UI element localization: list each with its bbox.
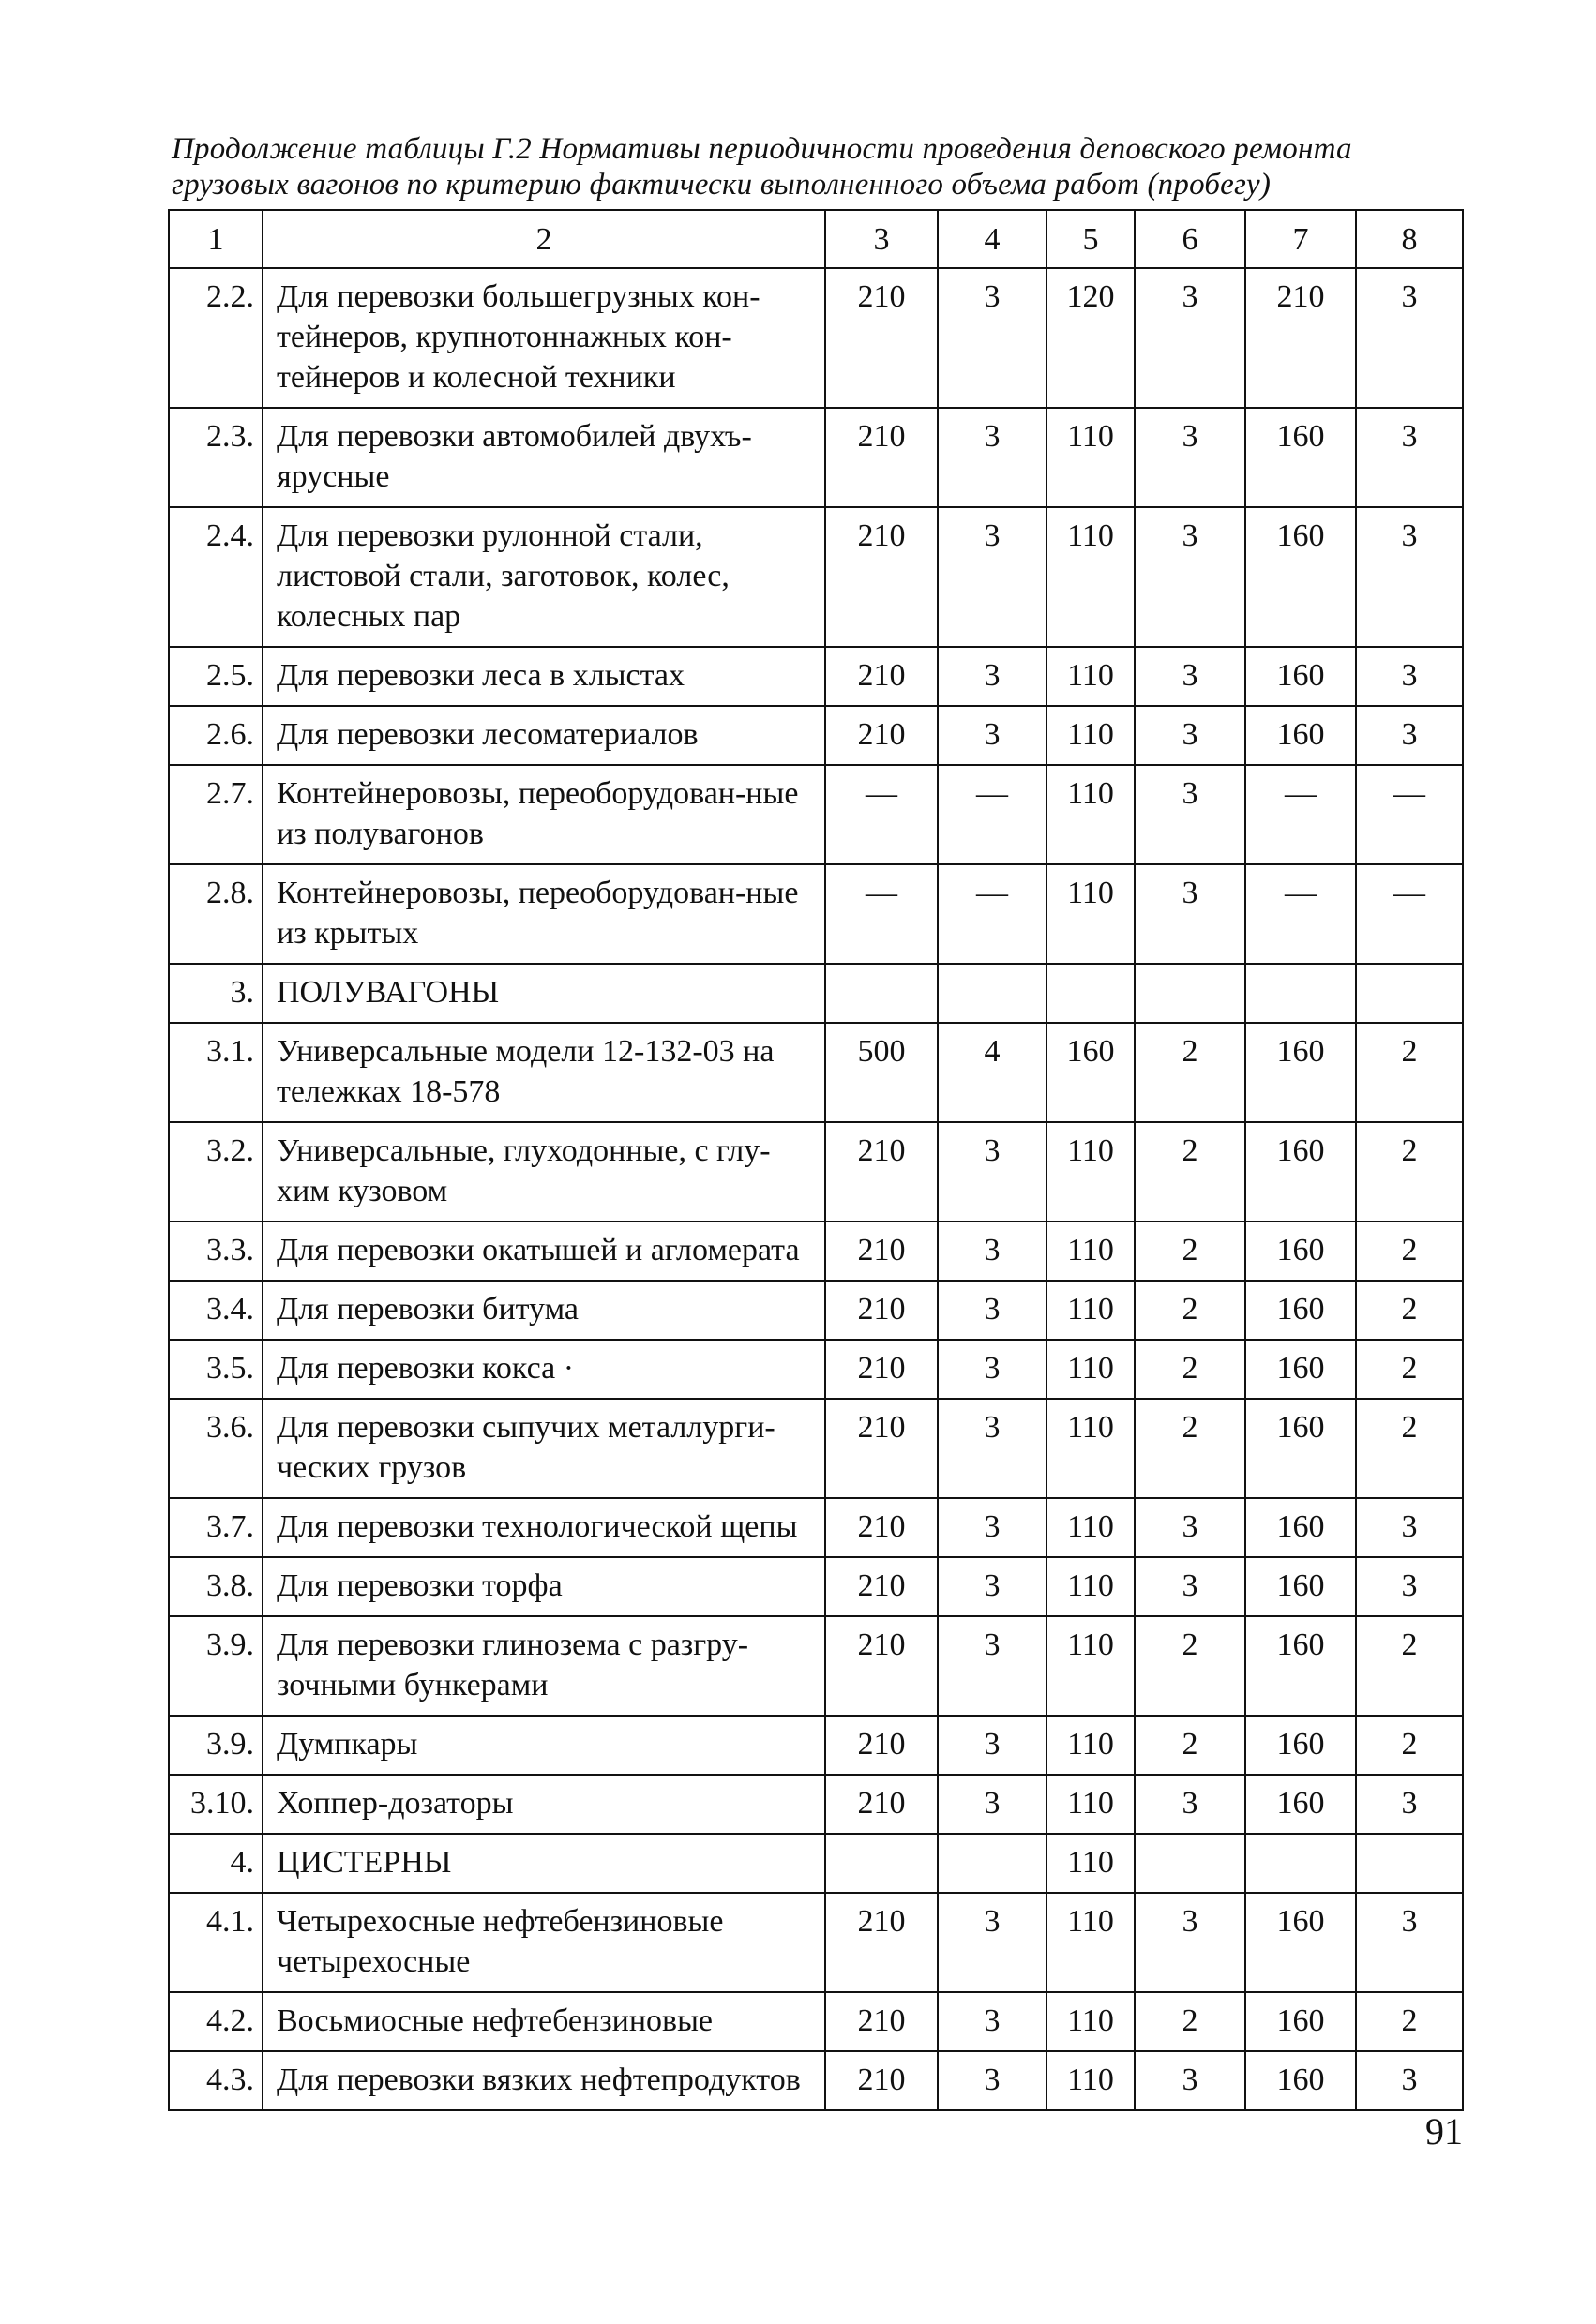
row-name-cell: Думпкары <box>263 1716 825 1775</box>
row-number-cell: 3.9. <box>169 1716 263 1775</box>
value-cell-c4: — <box>938 765 1046 864</box>
row-name-cell: Четырехосные нефтебензиновые четырехосные <box>263 1893 825 1992</box>
row-number-cell: 3. <box>169 964 263 1023</box>
table-row <box>169 507 1463 647</box>
row-name-cell: Универсальные, глуходонные, с глу-хим кузовом <box>263 1122 825 1222</box>
value-cell-c4: 3 <box>938 408 1046 507</box>
value-cell-c8: 2 <box>1356 1222 1463 1281</box>
value-cell-c8: 3 <box>1356 2051 1463 2110</box>
value-cell-c6: 3 <box>1135 268 1245 408</box>
value-cell-c6: 2 <box>1135 1122 1245 1222</box>
value-cell-c4: 3 <box>938 1716 1046 1775</box>
row-number-cell: 2.3. <box>169 408 263 507</box>
value-cell-c3: 210 <box>825 1716 938 1775</box>
value-cell-c6: 3 <box>1135 765 1245 864</box>
table-row <box>169 1775 1463 1834</box>
value-cell-c4: 3 <box>938 268 1046 408</box>
row-name-cell: Для перевозки сыпучих металлурги-ческих грузов <box>263 1399 825 1498</box>
value-cell-c3: 210 <box>825 1498 938 1557</box>
value-cell-c3: 210 <box>825 2051 938 2110</box>
value-cell-c6: 3 <box>1135 1557 1245 1616</box>
row-number-cell: 3.1. <box>169 1023 263 1122</box>
value-cell-c3: — <box>825 765 938 864</box>
value-cell-c8: 2 <box>1356 1399 1463 1498</box>
row-name-cell: Для перевозки лесоматериалов <box>263 706 825 765</box>
value-cell-c6: 3 <box>1135 1893 1245 1992</box>
value-cell-c5: 110 <box>1046 408 1135 507</box>
table-row <box>169 1616 1463 1716</box>
value-cell-c3: 210 <box>825 647 938 706</box>
value-cell-c5: 110 <box>1046 706 1135 765</box>
value-cell-c4: 3 <box>938 1893 1046 1992</box>
table-row <box>169 706 1463 765</box>
row-number-cell: 3.2. <box>169 1122 263 1222</box>
table-row <box>169 864 1463 964</box>
row-name-cell: Для перевозки кокса · <box>263 1340 825 1399</box>
value-cell-c6: 2 <box>1135 1281 1245 1340</box>
value-cell-c7: 160 <box>1245 1498 1356 1557</box>
value-cell-c3: 210 <box>825 1399 938 1498</box>
row-name-cell: ЦИСТЕРНЫ <box>263 1834 825 1893</box>
value-cell-c6: 3 <box>1135 2051 1245 2110</box>
value-cell-c3 <box>825 964 938 1023</box>
value-cell-c8: 2 <box>1356 1992 1463 2051</box>
value-cell-c7: 160 <box>1245 1992 1356 2051</box>
value-cell-c8: 3 <box>1356 1893 1463 1992</box>
value-cell-c8: 3 <box>1356 268 1463 408</box>
value-cell-c3: 210 <box>825 1222 938 1281</box>
value-cell-c3: 210 <box>825 706 938 765</box>
value-cell-c7: 160 <box>1245 1122 1356 1222</box>
value-cell-c6 <box>1135 964 1245 1023</box>
caption-line-2: грузовых вагонов по критерию фактически выполненного объема работ (пробегу) <box>172 168 1272 202</box>
value-cell-c5: 110 <box>1046 1992 1135 2051</box>
value-cell-c7: 160 <box>1245 1023 1356 1122</box>
value-cell-c6: 2 <box>1135 1399 1245 1498</box>
value-cell-c8: 2 <box>1356 1023 1463 1122</box>
value-cell-c8: 3 <box>1356 1775 1463 1834</box>
value-cell-c5: 110 <box>1046 1340 1135 1399</box>
value-cell-c5: 110 <box>1046 1122 1135 1222</box>
value-cell-c3: 210 <box>825 268 938 408</box>
value-cell-c6: 3 <box>1135 507 1245 647</box>
value-cell-c7: 160 <box>1245 507 1356 647</box>
value-cell-c7: 160 <box>1245 647 1356 706</box>
value-cell-c8: 2 <box>1356 1340 1463 1399</box>
row-name-cell: Для перевозки вязких нефтепродуктов <box>263 2051 825 2110</box>
value-cell-c5: 110 <box>1046 1281 1135 1340</box>
row-number-cell: 3.5. <box>169 1340 263 1399</box>
table-row <box>169 408 1463 507</box>
value-cell-c4: 3 <box>938 1557 1046 1616</box>
header-cell: 6 <box>1135 210 1245 268</box>
value-cell-c6: 2 <box>1135 1023 1245 1122</box>
value-cell-c4: 3 <box>938 1775 1046 1834</box>
value-cell-c8: 2 <box>1356 1122 1463 1222</box>
value-cell-c5: 110 <box>1046 864 1135 964</box>
row-number-cell: 3.4. <box>169 1281 263 1340</box>
row-name-cell: Для перевозки глинозема с разгру-зочными бункерами <box>263 1616 825 1716</box>
table-row <box>169 765 1463 864</box>
value-cell-c4: 3 <box>938 1340 1046 1399</box>
value-cell-c8: 3 <box>1356 507 1463 647</box>
value-cell-c7: 160 <box>1245 1616 1356 1716</box>
value-cell-c7: — <box>1245 765 1356 864</box>
value-cell-c4: 3 <box>938 1399 1046 1498</box>
table-row <box>169 1122 1463 1222</box>
row-number-cell: 3.9. <box>169 1616 263 1716</box>
table-row <box>169 1893 1463 1992</box>
value-cell-c5: 110 <box>1046 1498 1135 1557</box>
row-number-cell: 2.5. <box>169 647 263 706</box>
table-row <box>169 1716 1463 1775</box>
value-cell-c6: 3 <box>1135 408 1245 507</box>
value-cell-c8: 3 <box>1356 706 1463 765</box>
value-cell-c4: 3 <box>938 2051 1046 2110</box>
table-row <box>169 2051 1463 2110</box>
value-cell-c7: 160 <box>1245 1716 1356 1775</box>
table-row <box>169 1557 1463 1616</box>
value-cell-c6 <box>1135 1834 1245 1893</box>
value-cell-c5: 110 <box>1046 765 1135 864</box>
value-cell-c3: — <box>825 864 938 964</box>
value-cell-c8: 3 <box>1356 408 1463 507</box>
value-cell-c7: 160 <box>1245 1893 1356 1992</box>
value-cell-c7 <box>1245 1834 1356 1893</box>
table-row <box>169 1399 1463 1498</box>
value-cell-c5: 110 <box>1046 1616 1135 1716</box>
value-cell-c7: 160 <box>1245 1340 1356 1399</box>
value-cell-c6: 3 <box>1135 706 1245 765</box>
row-name-cell: Для перевозки автомобилей двухъ-ярусные <box>263 408 825 507</box>
value-cell-c7: — <box>1245 864 1356 964</box>
value-cell-c3: 210 <box>825 1992 938 2051</box>
value-cell-c7: 160 <box>1245 1281 1356 1340</box>
value-cell-c4: 3 <box>938 1498 1046 1557</box>
value-cell-c5: 160 <box>1046 1023 1135 1122</box>
row-number-cell: 4.2. <box>169 1992 263 2051</box>
value-cell-c5: 110 <box>1046 2051 1135 2110</box>
value-cell-c4: 3 <box>938 1222 1046 1281</box>
row-number-cell: 4. <box>169 1834 263 1893</box>
header-cell: 8 <box>1356 210 1463 268</box>
value-cell-c5: 110 <box>1046 1557 1135 1616</box>
value-cell-c7: 160 <box>1245 706 1356 765</box>
row-number-cell: 4.3. <box>169 2051 263 2110</box>
value-cell-c3: 210 <box>825 1281 938 1340</box>
value-cell-c5: 110 <box>1046 1834 1135 1893</box>
value-cell-c7 <box>1245 964 1356 1023</box>
value-cell-c4: 3 <box>938 1616 1046 1716</box>
value-cell-c8: 2 <box>1356 1716 1463 1775</box>
value-cell-c4: 3 <box>938 1122 1046 1222</box>
row-name-cell: Для перевозки рулонной стали, листовой стали, заготовок, колес, колесных пар <box>263 507 825 647</box>
value-cell-c5: 110 <box>1046 1716 1135 1775</box>
row-number-cell: 4.1. <box>169 1893 263 1992</box>
value-cell-c3: 210 <box>825 1775 938 1834</box>
header-cell: 2 <box>263 210 825 268</box>
table-caption <box>172 131 1466 202</box>
value-cell-c5: 110 <box>1046 1893 1135 1992</box>
value-cell-c4: 3 <box>938 647 1046 706</box>
value-cell-c5: 110 <box>1046 507 1135 647</box>
value-cell-c6: 3 <box>1135 647 1245 706</box>
value-cell-c5: 110 <box>1046 1399 1135 1498</box>
value-cell-c7: 210 <box>1245 268 1356 408</box>
value-cell-c8: — <box>1356 864 1463 964</box>
value-cell-c7: 160 <box>1245 2051 1356 2110</box>
table-row <box>169 1023 1463 1122</box>
value-cell-c8: 2 <box>1356 1616 1463 1716</box>
norms-table <box>168 209 1464 2111</box>
row-name-cell: Для перевозки технологической щепы <box>263 1498 825 1557</box>
value-cell-c7: 160 <box>1245 1222 1356 1281</box>
table-row <box>169 647 1463 706</box>
value-cell-c5: 110 <box>1046 647 1135 706</box>
table-header-row <box>169 210 1463 268</box>
value-cell-c3: 210 <box>825 507 938 647</box>
value-cell-c4: 3 <box>938 1281 1046 1340</box>
value-cell-c3: 210 <box>825 408 938 507</box>
value-cell-c7: 160 <box>1245 1775 1356 1834</box>
row-number-cell: 2.7. <box>169 765 263 864</box>
page-number: 91 <box>1425 2110 1463 2152</box>
value-cell-c6: 3 <box>1135 1775 1245 1834</box>
value-cell-c5: 110 <box>1046 1222 1135 1281</box>
value-cell-c3: 210 <box>825 1616 938 1716</box>
value-cell-c4: — <box>938 864 1046 964</box>
table-row <box>169 1222 1463 1281</box>
value-cell-c6: 2 <box>1135 1992 1245 2051</box>
value-cell-c8: — <box>1356 765 1463 864</box>
row-number-cell: 3.7. <box>169 1498 263 1557</box>
row-number-cell: 3.8. <box>169 1557 263 1616</box>
row-name-cell: Универсальные модели 12-132-03 на тележках 18-578 <box>263 1023 825 1122</box>
table-row <box>169 1340 1463 1399</box>
header-cell: 1 <box>169 210 263 268</box>
value-cell-c5 <box>1046 964 1135 1023</box>
value-cell-c4: 4 <box>938 1023 1046 1122</box>
value-cell-c6: 3 <box>1135 1498 1245 1557</box>
header-cell: 4 <box>938 210 1046 268</box>
header-cell: 3 <box>825 210 938 268</box>
value-cell-c3: 210 <box>825 1557 938 1616</box>
row-number-cell: 2.8. <box>169 864 263 964</box>
table-row <box>169 1281 1463 1340</box>
value-cell-c3: 210 <box>825 1122 938 1222</box>
row-name-cell: Хоппер-дозаторы <box>263 1775 825 1834</box>
header-cell: 7 <box>1245 210 1356 268</box>
value-cell-c8: 2 <box>1356 1281 1463 1340</box>
value-cell-c8 <box>1356 964 1463 1023</box>
value-cell-c4 <box>938 1834 1046 1893</box>
value-cell-c3: 210 <box>825 1340 938 1399</box>
value-cell-c4: 3 <box>938 706 1046 765</box>
row-name-cell: Для перевозки леса в хлыстах <box>263 647 825 706</box>
row-name-cell: Контейнеровозы, переоборудован-ные из полувагонов <box>263 765 825 864</box>
value-cell-c6: 3 <box>1135 864 1245 964</box>
value-cell-c8: 3 <box>1356 1498 1463 1557</box>
row-name-cell: Для перевозки битума <box>263 1281 825 1340</box>
row-name-cell: Для перевозки окатышей и агломерата <box>263 1222 825 1281</box>
row-number-cell: 3.3. <box>169 1222 263 1281</box>
value-cell-c6: 2 <box>1135 1616 1245 1716</box>
row-number-cell: 2.6. <box>169 706 263 765</box>
table-row <box>169 1834 1463 1893</box>
row-name-cell: Для перевозки торфа <box>263 1557 825 1616</box>
table-row <box>169 268 1463 408</box>
row-number-cell: 3.10. <box>169 1775 263 1834</box>
value-cell-c8: 3 <box>1356 647 1463 706</box>
value-cell-c6: 2 <box>1135 1716 1245 1775</box>
value-cell-c3: 500 <box>825 1023 938 1122</box>
value-cell-c8: 3 <box>1356 1557 1463 1616</box>
table-row <box>169 1498 1463 1557</box>
row-number-cell: 3.6. <box>169 1399 263 1498</box>
value-cell-c8 <box>1356 1834 1463 1893</box>
value-cell-c7: 160 <box>1245 1399 1356 1498</box>
value-cell-c3: 210 <box>825 1893 938 1992</box>
value-cell-c6: 2 <box>1135 1340 1245 1399</box>
header-cell: 5 <box>1046 210 1135 268</box>
row-name-cell: ПОЛУВАГОНЫ <box>263 964 825 1023</box>
table-row <box>169 1992 1463 2051</box>
value-cell-c5: 110 <box>1046 1775 1135 1834</box>
row-name-cell: Восьмиосные нефтебензиновые <box>263 1992 825 2051</box>
value-cell-c7: 160 <box>1245 1557 1356 1616</box>
row-name-cell: Контейнеровозы, переоборудован-ные из крытых <box>263 864 825 964</box>
value-cell-c4 <box>938 964 1046 1023</box>
row-number-cell: 2.2. <box>169 268 263 408</box>
value-cell-c7: 160 <box>1245 408 1356 507</box>
value-cell-c5: 120 <box>1046 268 1135 408</box>
value-cell-c3 <box>825 1834 938 1893</box>
table-row <box>169 964 1463 1023</box>
value-cell-c4: 3 <box>938 1992 1046 2051</box>
caption-line-1: Продолжение таблицы Г.2 Нормативы периодичности проведения деповского ремонта <box>172 132 1352 166</box>
row-name-cell: Для перевозки большегрузных кон-тейнеров, крупнотоннажных кон-тейнеров и колесной техники <box>263 268 825 408</box>
value-cell-c4: 3 <box>938 507 1046 647</box>
row-number-cell: 2.4. <box>169 507 263 647</box>
value-cell-c6: 2 <box>1135 1222 1245 1281</box>
